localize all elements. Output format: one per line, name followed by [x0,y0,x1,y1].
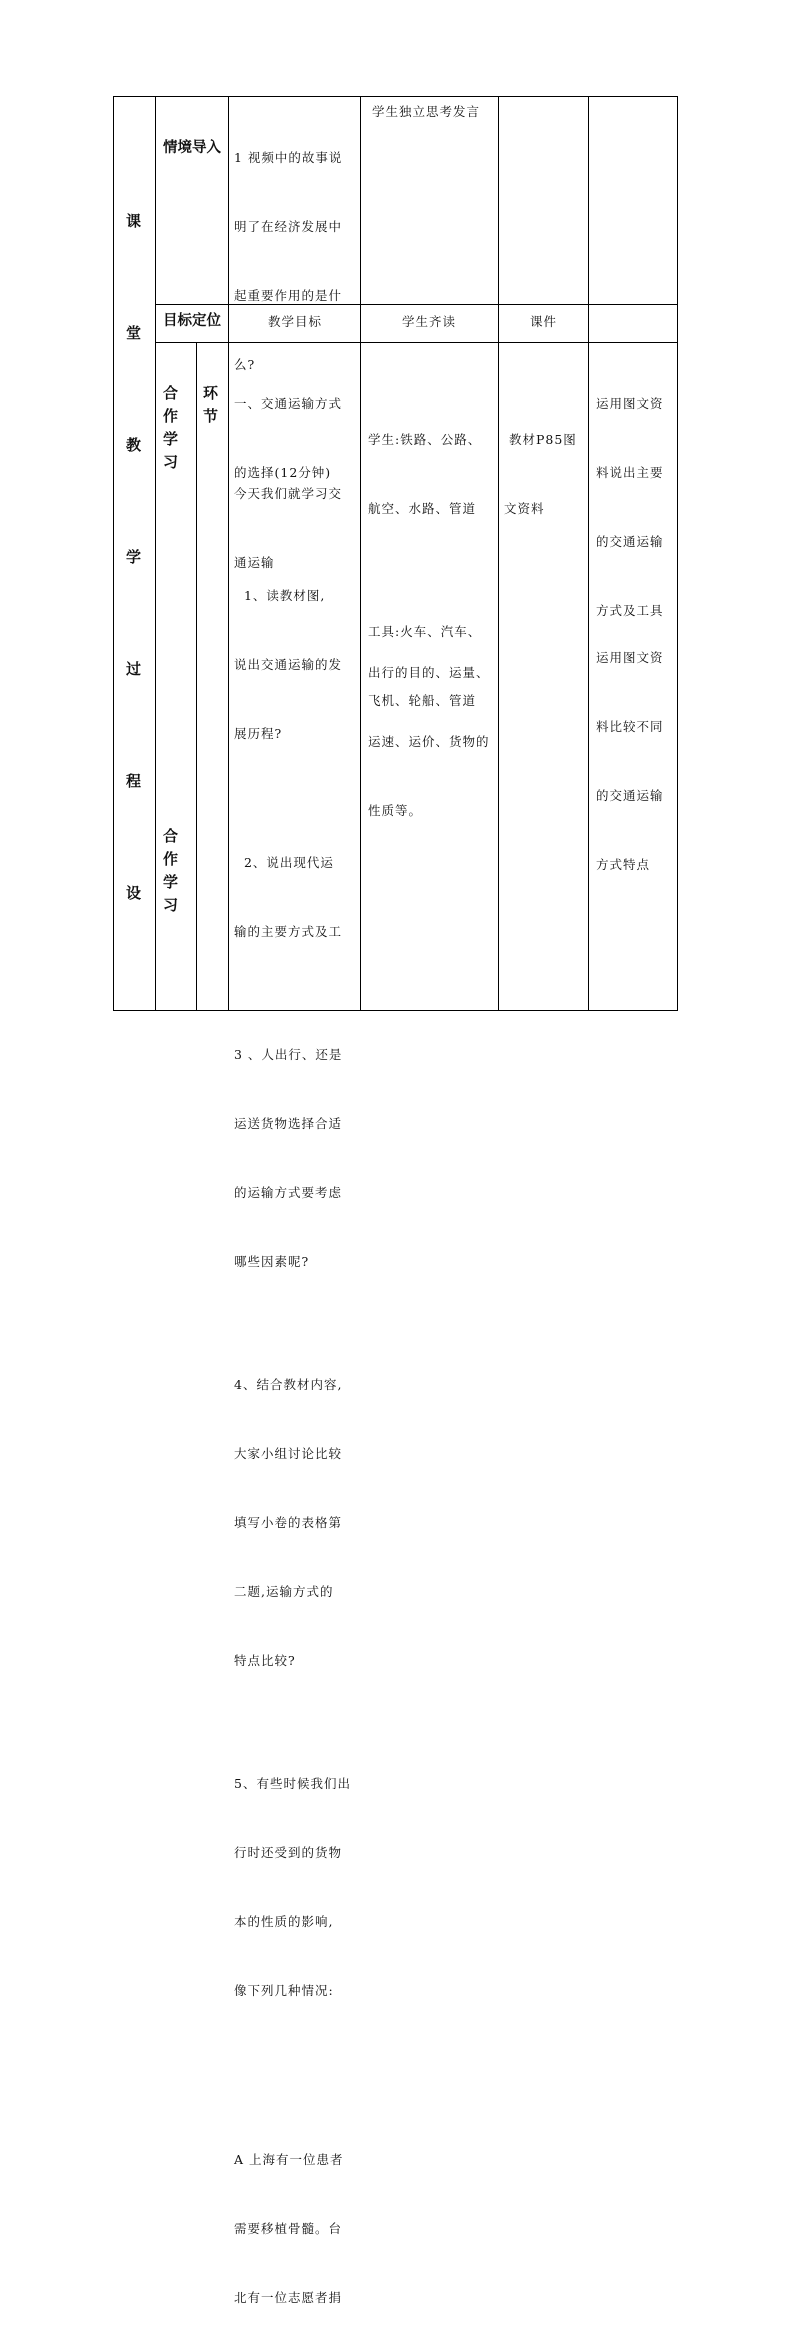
stage-label-coop-2: 合 作 学 习 [163,827,179,914]
side-label-char: 设 [126,884,142,902]
intent-coop-text-2: 运用图文资 料比较不同 的交通运输 方式特点 [596,650,664,872]
side-label-char: 课 [126,212,142,230]
column-divider [498,96,499,1011]
column-divider [196,342,197,1011]
column-divider [588,96,589,1011]
column-divider [155,96,156,1011]
goal-coop-text: 一、交通运输方式 的选择(12分钟) 1、读教材图, 说出交通运输的发 展历程? 2、说出现代运 输的主要方式及工 3 、人出行、还是 运送货物选择合适 的运输方式要考虑 哪些因素呢? 4、结合教材内容, 大家小组讨论比较 填写小卷的表格第 二题,运输方式的 特点比较? 5、有些时候我们出 行时还受到的货物 本的性质的影响, 像下列几种情况: A 上海有一位患者 需要移植骨髓。台 北有一位志愿者捐 [234,396,351,2305]
side-label-char: 学 [126,548,142,566]
goal-intro-text: 1 视频中的故事说 明了在经济发展中 起重要作用的是什 么? 今天我们就学习交 通运输 [234,150,343,570]
student-header: 学生齐读 [402,314,457,329]
column-divider [228,96,229,1011]
student-intro-text: 学生独立思考发言 [372,104,481,119]
side-label-char: 教 [126,436,142,454]
student-coop-text-2: 出行的目的、运量、 运速、运价、货物的 性质等。 [368,665,490,818]
intent-coop-text-1: 运用图文资 料说出主要 的交通运输 方式及工具 [596,396,664,618]
column-divider [360,96,361,1011]
resource-coop-text: 教材P85图 文资料 [504,432,577,516]
link-label: 环 节 [203,384,219,425]
resource-header: 课件 [530,314,558,329]
stage-label-goal: 目标定位 [163,313,221,329]
goal-header: 教学目标 [268,314,323,329]
side-label-char: 过 [126,660,142,678]
side-label-char: 堂 [126,324,142,342]
student-coop-text-1: 学生:铁路、公路、 航空、水路、管道 工具:火车、汽车、 飞机、轮船、管道 [368,432,482,708]
side-label-char: 程 [126,772,142,790]
stage-label-intro: 情境导入 [163,140,221,156]
stage-label-coop: 合 作 学 习 [163,384,179,471]
